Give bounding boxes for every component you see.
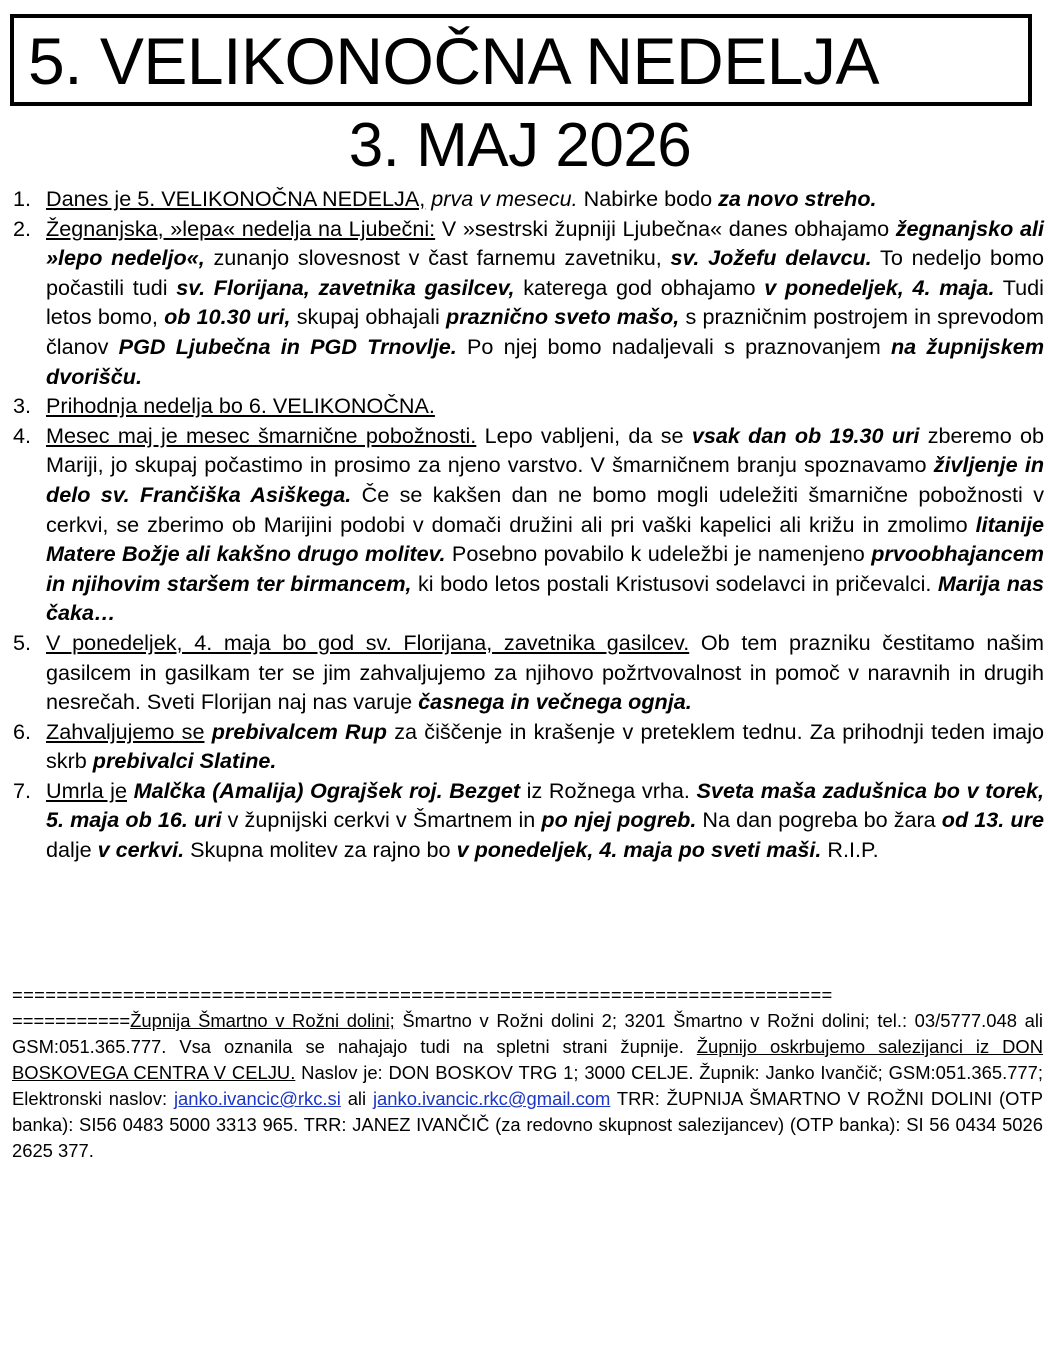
item-number: 2. — [13, 215, 32, 241]
body-text: Če se kakšen dan ne bomo mogli udeležiti šmarnične pobožnosti v cerkvi, se zberimo ob Marijini podobi v domači družini ali pri vaški kapelici ali križu in zmolimo — [46, 481, 1044, 537]
body-text: Lepo vabljeni, da se — [476, 422, 692, 448]
item-number: 3. — [13, 393, 32, 419]
announcements-list — [0, 184, 1049, 865]
emphasis-text: v cerkvi. — [97, 837, 185, 863]
emphasis-text: časnega in večnega ognja. — [418, 689, 692, 715]
emphasis-text: za novo streho. — [718, 186, 877, 211]
announcement-item — [0, 421, 1044, 628]
announcement-item — [0, 184, 1044, 214]
emphasis-text: ob 10.30 uri, — [164, 304, 291, 330]
emphasis-text: vsak dan ob 19.30 uri — [691, 422, 920, 448]
emphasis-text: Marija nas čaka… — [46, 570, 1044, 626]
body-text: zunanjo slovesnost v čast farnemu zavetniku, — [204, 245, 671, 271]
emphasis-text: sv. Florijana, zavetnika gasilcev, — [176, 274, 515, 300]
body-text: Skupna molitev za rajno bo — [184, 837, 457, 863]
emphasis-text: življenje in delo sv. Frančiška Asiškega. — [46, 452, 1045, 507]
body-text: Tudi letos bomo, — [46, 274, 1044, 330]
announcement-text — [46, 421, 1044, 628]
body-text: R.I.P. — [821, 837, 879, 863]
announcement-text — [46, 717, 1044, 776]
underlined-heading: Mesec maj je mesec šmarnične pobožnosti. — [46, 422, 477, 448]
body-text: skupaj obhajali — [290, 304, 447, 330]
item-number: 7. — [13, 777, 32, 803]
emphasis-text: Sveta maša zadušnica bo v torek, 5. maja ob 16. uri — [46, 777, 1045, 833]
body-text: Nabirke bodo — [577, 186, 719, 211]
emphasis-text: v ponedeljek, 4. maja po sveti maši. — [456, 837, 822, 863]
body-text: TRR: ŽUPNIJA ŠMARTNO V ROŽNI DOLINI (OTP banka): SI56 0483 5000 3313 965. TRR: JANEZ IVANČIČ (za redovno skupnost salezijancev) (OTP banka): SI 56 0434 5026 2625 377. — [12, 1088, 1043, 1161]
body-text: V »sestrski župniji Ljubečna« danes obhajamo — [435, 215, 896, 241]
announcement-text — [46, 776, 1044, 865]
emphasis-text: litanije Matere Božje ali kakšno drugo molitev. — [46, 511, 1044, 567]
announcement-text — [46, 184, 1044, 214]
body-text: Na dan pogreba bo žara — [696, 807, 942, 833]
emphasis-text: sv. Jožefu delavcu. — [670, 245, 872, 271]
footer-separator: ========================================================================== — [12, 984, 833, 1005]
body-text: s prazničnim postrojem in sprevodom članov — [46, 304, 1044, 359]
emphasis-text: od 13. ure — [941, 807, 1044, 833]
underlined-heading: Žegnanjska, »lepa« nedelja na Ljubečni: — [46, 215, 436, 241]
body-text: zberemo ob Mariji, jo skupaj počastimo in prosimo za njeno varstvo. V šmarničnem branju spoznavamo — [46, 422, 1045, 478]
title-box — [10, 14, 1032, 106]
body-text: =========== — [12, 1010, 131, 1031]
body-text: Posebno povabilo k udeležbi je namenjeno — [445, 541, 872, 567]
announcement-text — [46, 391, 1044, 421]
body-text: ali — [340, 1088, 373, 1109]
announcement-item — [0, 628, 1044, 717]
announcement-item — [0, 717, 1044, 776]
emphasis-text: PGD Ljubečna in PGD Trnovlje. — [118, 333, 457, 359]
body-text: katerega god obhajamo — [514, 274, 765, 300]
underlined-heading: Danes je 5. VELIKONOČNA NEDELJA, — [46, 186, 426, 211]
body-text: Naslov je: DON BOSKOV TRG 1; 3000 CELJE. Župnik: Janko Ivančič; GSM:051.365.777; Elektronski naslov: — [12, 1062, 1043, 1109]
emphasis-text: v ponedeljek, 4. maja. — [764, 274, 995, 300]
footer-contact-text — [12, 1008, 1043, 1164]
underlined-heading: Župnija Šmartno v Rožni dolini; — [130, 1010, 395, 1031]
emphasis-text: žegnanjsko ali »lepo nedeljo«, — [46, 215, 1044, 271]
underlined-heading: V ponedeljek, 4. maja bo god sv. Florijana, zavetnika gasilcev. — [46, 629, 690, 655]
announcement-item — [0, 214, 1044, 392]
emphasis-text: na župnijskem dvorišču. — [46, 333, 1045, 389]
emphasis-text: Malčka (Amalija) Ograjšek roj. Bezget — [133, 777, 521, 803]
emphasis-text: prvoobhajancem in njihovim staršem ter birmancem, — [46, 541, 1045, 596]
body-text — [204, 719, 211, 744]
body-text: ki bodo letos postali Kristusovi sodelavci in pričevalci. — [411, 570, 938, 596]
date-heading: 3. MAJ 2026 — [348, 111, 692, 180]
announcement-item — [0, 776, 1044, 865]
body-text: Ob tem prazniku čestitamo našim gasilcem in gasilkam ter se jim zahvaljujemo za njihovo požrtvovalnost in pomoč v naravnih in drugih nesrečah. Sveti Florijan naj nas varuje — [46, 629, 1044, 715]
emphasis-text: po njej pogreb. — [541, 807, 697, 833]
email-link[interactable]: janko.ivancic@rkc.si — [173, 1088, 341, 1109]
body-text: za čiščenje in krašenje v preteklem tednu. Za prihodnji teden imajo skrb — [46, 718, 1045, 774]
item-number: 6. — [13, 718, 32, 744]
body-text: Po njej bomo nadaljevali s praznovanjem — [456, 333, 891, 359]
emphasis-text: prebivalcem Rup — [211, 718, 387, 744]
body-text: v župnijski cerkvi v Šmartnem in — [221, 807, 542, 833]
underlined-heading: Župnijo oskrbujemo salezijanci iz DON BOSKOVEGA CENTRA V CELJU. — [12, 1036, 1043, 1083]
underlined-heading: Umrla je — [46, 777, 127, 803]
emphasis-text: prebivalci Slatine. — [92, 748, 277, 774]
italic-text: prva v mesecu. — [431, 186, 578, 211]
footer — [12, 982, 1043, 1164]
announcement-text — [46, 628, 1044, 717]
emphasis-text: praznično sveto mašo, — [446, 304, 680, 330]
announcement-item — [0, 391, 1044, 421]
email-link[interactable]: janko.ivancic.rkc@gmail.com — [372, 1088, 611, 1109]
body-text: iz Rožnega vrha. — [520, 777, 697, 803]
item-number: 1. — [13, 186, 32, 211]
body-text: To nedeljo bomo počastili tudi — [46, 245, 1045, 300]
page-title: 5. VELIKONOČNA NEDELJA — [28, 24, 879, 98]
body-text: dalje — [46, 837, 98, 863]
body-text — [127, 778, 134, 803]
item-number: 4. — [13, 422, 32, 448]
item-number: 5. — [13, 629, 32, 655]
underlined-heading: Zahvaljujemo se — [46, 718, 205, 744]
underlined-heading: Prihodnja nedelja bo 6. VELIKONOČNA. — [46, 393, 435, 419]
announcement-text — [46, 214, 1044, 392]
body-text: Šmartno v Rožni dolini 2; 3201 Šmartno v Rožni dolini; tel.: 03/5777.048 ali GSM:051.365.777. Vsa oznanila se nahajajo tudi na spletni strani župnije. — [12, 1010, 1043, 1057]
